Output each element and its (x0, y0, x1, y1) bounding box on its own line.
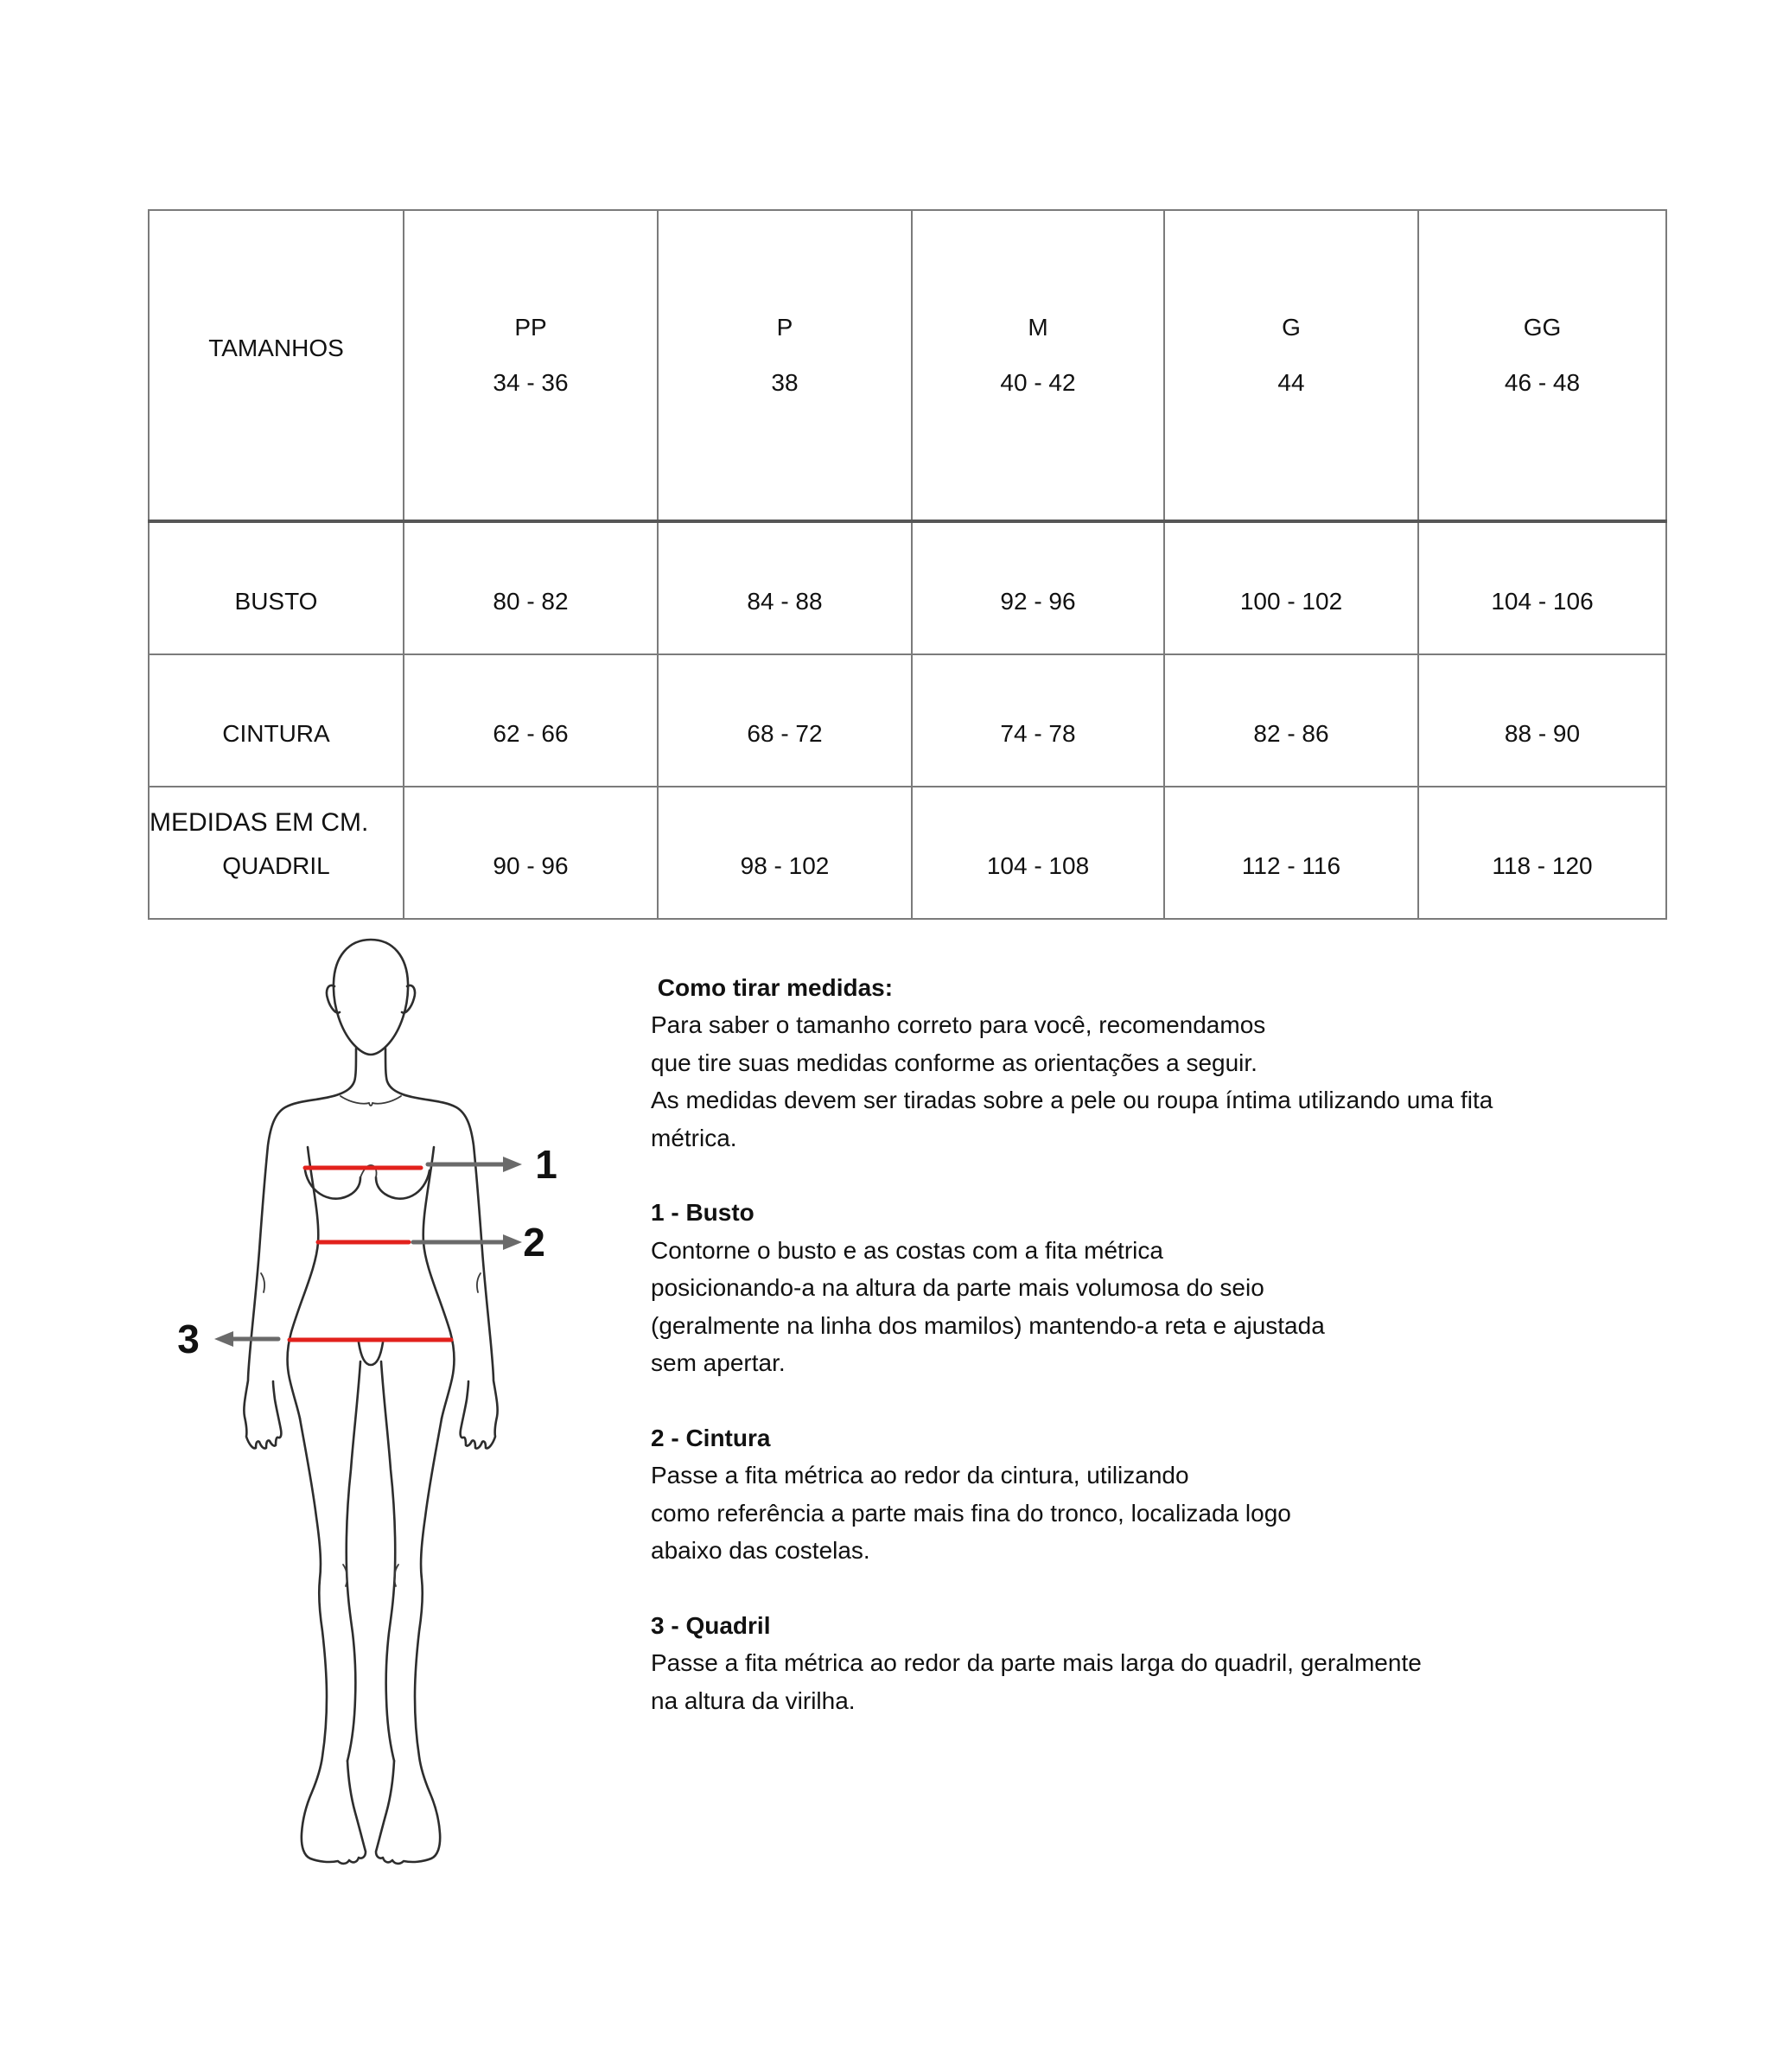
size-name: P (776, 313, 793, 341)
size-column-p (658, 210, 912, 521)
table-corner-label (149, 210, 404, 521)
hip-arrow-icon (214, 1331, 278, 1347)
size-name: M (1028, 313, 1048, 341)
figure-breast-right (376, 1170, 430, 1199)
size-column-gg (1418, 210, 1666, 521)
section-heading: 3 - Quadril (651, 1611, 771, 1639)
size-name: G (1282, 313, 1301, 341)
size-name: PP (514, 313, 547, 341)
figure-right-arm (385, 1049, 498, 1449)
figure-right-leg-outer (376, 1419, 442, 1864)
intro-line: Para saber o tamanho correto para você, recomendamos (651, 1011, 1266, 1039)
marker-1-bust: 1 (535, 1142, 557, 1187)
size-name: GG (1523, 313, 1562, 341)
section-line: Passe a fita métrica ao redor da cintura, utilizando (651, 1462, 1189, 1489)
female-croquis-figure (244, 940, 497, 1864)
table-row-busto (149, 521, 1666, 654)
row-label: CINTURA (149, 654, 404, 787)
table-row-quadril (149, 787, 1666, 919)
section-line: como referência a parte mais fina do tronco, localizada logo (651, 1499, 1291, 1527)
figure-elbow-mark-right (477, 1273, 481, 1292)
figure-collarbone-right (372, 1096, 401, 1104)
section-line: Contorne o busto e as costas com a fita métrica (651, 1236, 1163, 1264)
size-range: 38 (771, 368, 799, 396)
size-column-m (912, 210, 1164, 521)
section-heading: 1 - Busto (651, 1199, 754, 1227)
size-table (148, 209, 1667, 920)
figure-head (334, 940, 408, 1055)
instructions-title: Como tirar medidas: (651, 974, 894, 1001)
marker-2-waist: 2 (523, 1220, 545, 1265)
figure-torso-right (423, 1147, 455, 1419)
section-cintura (651, 1419, 1636, 1570)
cell-busto-pp: 80 - 82 (404, 521, 658, 654)
cell-quadril-g: 112 - 116 (1164, 787, 1418, 919)
cell-quadril-gg: 118 - 120 (1418, 787, 1666, 919)
cell-cintura-gg: 88 - 90 (1418, 654, 1666, 787)
cell-quadril-p: 98 - 102 (658, 787, 912, 919)
figure-right-leg-inner (381, 1361, 395, 1761)
intro-line: As medidas devem ser tiradas sobre a pele ou roupa íntima utilizando uma fita (651, 1087, 1493, 1114)
row-label: BUSTO (149, 521, 404, 654)
figure-left-leg-inner (347, 1361, 360, 1761)
figure-pubic-curve (359, 1342, 383, 1365)
sizes-label: TAMANHOS (208, 334, 344, 361)
cell-cintura-p: 68 - 72 (658, 654, 912, 787)
figure-elbow-mark-left (261, 1273, 264, 1292)
figure-left-arm (244, 1049, 356, 1449)
section-line: na altura da virilha. (651, 1686, 856, 1714)
section-line: abaixo das costelas. (651, 1537, 870, 1565)
table-footnote: MEDIDAS EM CM. (150, 808, 369, 837)
intro-line: métrica. (651, 1124, 737, 1151)
size-range: 40 - 42 (1000, 368, 1076, 396)
section-heading: 2 - Cintura (651, 1424, 771, 1451)
figure-collarbone-left (341, 1096, 369, 1104)
cell-busto-g: 100 - 102 (1164, 521, 1418, 654)
size-column-pp (404, 210, 658, 521)
waist-arrow-icon (413, 1234, 522, 1250)
measurement-diagram (164, 929, 579, 1889)
marker-3-hip: 3 (177, 1317, 200, 1361)
table-row-cintura (149, 654, 1666, 787)
figure-left-leg-outer (300, 1419, 366, 1864)
section-line: sem apertar. (651, 1349, 786, 1377)
cell-busto-p: 84 - 88 (658, 521, 912, 654)
cell-cintura-m: 74 - 78 (912, 654, 1164, 787)
section-line: (geralmente na linha dos mamilos) mantendo-a reta e ajustada (651, 1311, 1325, 1339)
intro-line: que tire suas medidas conforme as orientações a seguir. (651, 1049, 1257, 1076)
size-range: 34 - 36 (493, 368, 569, 396)
section-line: posicionando-a na altura da parte mais volumosa do seio (651, 1274, 1264, 1302)
size-column-g (1164, 210, 1418, 521)
cell-busto-gg: 104 - 106 (1418, 521, 1666, 654)
size-range: 46 - 48 (1504, 368, 1581, 396)
cell-quadril-m: 104 - 108 (912, 787, 1164, 919)
cell-cintura-g: 82 - 86 (1164, 654, 1418, 787)
cell-cintura-pp: 62 - 66 (404, 654, 658, 787)
section-busto (651, 1194, 1636, 1381)
cell-busto-m: 92 - 96 (912, 521, 1164, 654)
figure-sternum-notch (369, 1103, 372, 1106)
cell-quadril-pp: 90 - 96 (404, 787, 658, 919)
section-quadril (651, 1607, 1636, 1719)
section-line: Passe a fita métrica ao redor da parte mais larga do quadril, geralmente (651, 1649, 1422, 1677)
row-label: QUADRIL (149, 787, 404, 919)
measuring-instructions (651, 969, 1636, 1719)
size-range: 44 (1277, 368, 1305, 396)
size-table-header-row (149, 210, 1666, 521)
